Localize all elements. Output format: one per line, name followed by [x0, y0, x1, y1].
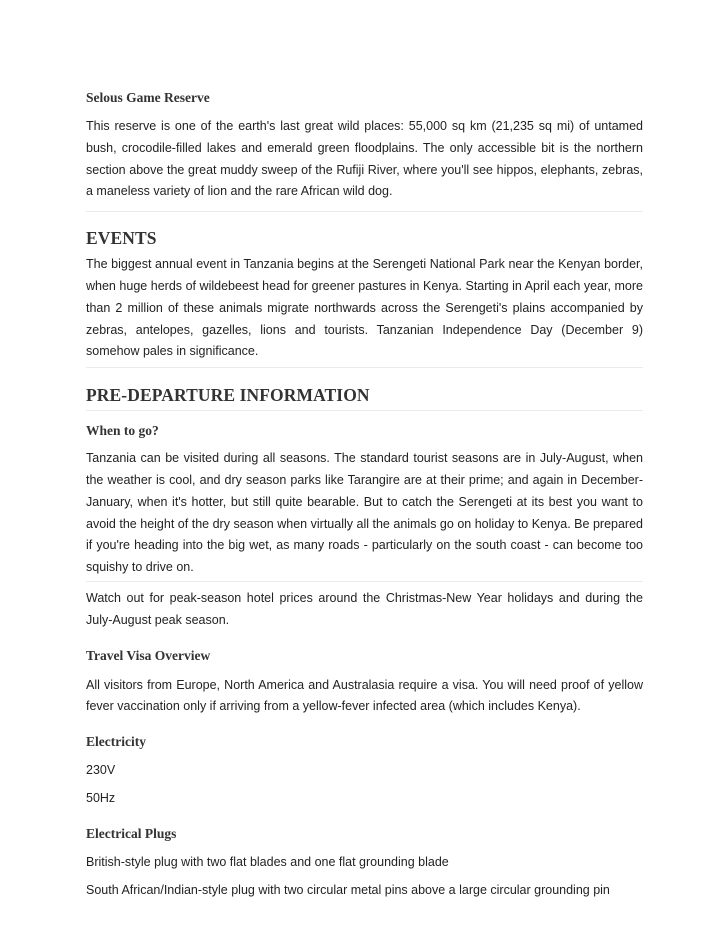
divider	[86, 211, 643, 212]
document-page	[86, 86, 643, 901]
when-to-go-paragraph: Tanzania can be visited during all seasons. The standard tourist seasons are in July-August, when the weather is cool, and dry season parks like Tarangire are at their prime; and again in December-January, when it's hotter, but still quite bearable. But to catch the Serengeti at its best you want to avoid the height of the dry season when virtually all the animals go on holiday to Kenya. Be prepared if you're heading into the big wet, as many roads - particularly on the south coast - can become too squishy to drive on.	[86, 451, 643, 575]
plug-item-south-african: South African/Indian-style plug with two circular metal pins above a large circular grounding pin	[86, 882, 610, 897]
plug-item-british: British-style plug with two flat blades and one flat grounding blade	[86, 854, 449, 869]
predeparture-heading: PRE-DEPARTURE INFORMATION	[86, 385, 370, 406]
divider	[86, 581, 643, 582]
visa-paragraph: All visitors from Europe, North America and Australasia require a visa. You will need proof of yellow fever vaccination only if arriving from a yellow-fever infected area (which includes Kenya).	[86, 677, 643, 714]
divider	[86, 410, 643, 411]
peak-season-paragraph: Watch out for peak-season hotel prices around the Christmas-New Year holidays and during the July-August peak season.	[86, 590, 643, 627]
visa-heading: Travel Visa Overview	[86, 647, 211, 663]
electricity-voltage: 230V	[86, 763, 116, 778]
electricity-heading: Electricity	[86, 734, 146, 750]
selous-paragraph: This reserve is one of the earth's last great wild places: 55,000 sq km (21,235 sq mi) of untamed bush, crocodile-filled lakes and emerald green floodplains. The only accessible bit is the northern section above the great muddy sweep of the Rufiji River, where you'll see hippos, elephants, zebras, a maneless variety of lion and the rare African wild dog.	[86, 119, 643, 199]
plugs-heading: Electrical Plugs	[86, 825, 177, 841]
events-heading: EVENTS	[86, 228, 157, 249]
events-paragraph: The biggest annual event in Tanzania begins at the Serengeti National Park near the Kenyan border, when huge herds of wildebeest head for greener pastures in Kenya. Starting in April each year, more than 2 million of these animals migrate northwards across the Serengeti's plains accompanied by zebras, antelopes, gazelles, lions and tourists. Tanzanian Independence Day (December 9) somehow pales in significance.	[86, 257, 643, 359]
electricity-frequency: 50Hz	[86, 790, 116, 805]
divider	[86, 367, 643, 368]
when-to-go-heading: When to go?	[86, 423, 159, 439]
selous-heading: Selous Game Reserve	[86, 90, 210, 105]
